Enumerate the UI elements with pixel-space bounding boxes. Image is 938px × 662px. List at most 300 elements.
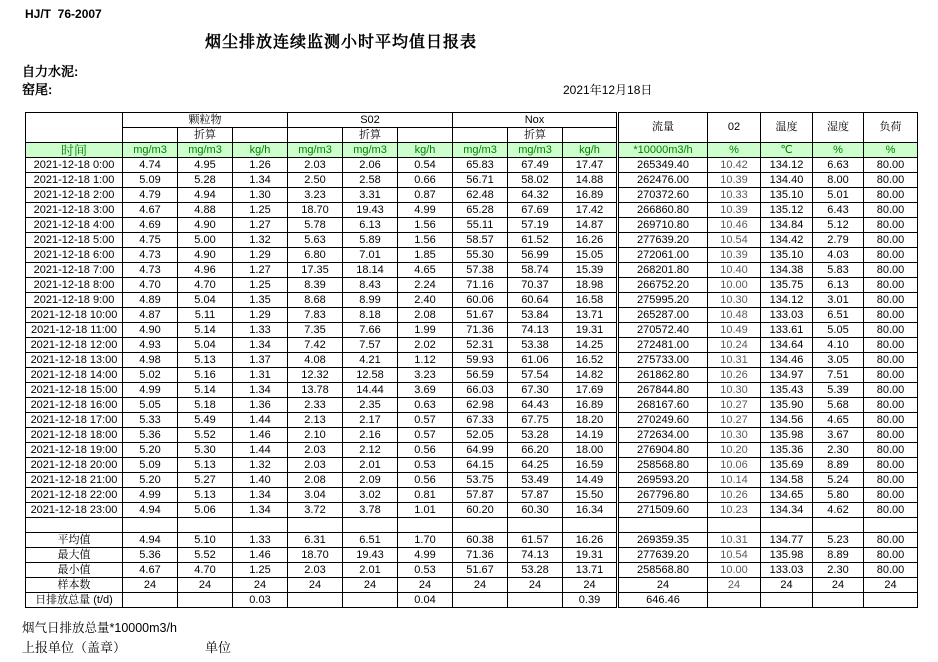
value-cell: 3.69 — [398, 383, 453, 398]
time-cell: 2021-12-18 22:00 — [26, 488, 123, 503]
value-cell: 15.39 — [563, 263, 618, 278]
value-cell: 4.10 — [813, 338, 864, 353]
summary-value-cell: 8.89 — [813, 548, 864, 563]
unit-header: kg/h — [233, 143, 288, 158]
empty-cell — [398, 518, 453, 533]
value-cell: 1.34 — [233, 338, 288, 353]
value-cell: 135.90 — [761, 398, 813, 413]
value-cell: 134.12 — [761, 158, 813, 173]
value-cell: 268167.60 — [618, 398, 708, 413]
value-cell: 56.99 — [508, 248, 563, 263]
value-cell: 18.20 — [563, 413, 618, 428]
value-cell: 0.57 — [398, 413, 453, 428]
value-cell: 5.78 — [288, 218, 343, 233]
summary-value-cell: 24 — [343, 578, 398, 593]
value-cell: 5.00 — [178, 233, 233, 248]
unit-header: mg/m3 — [123, 143, 178, 158]
value-cell: 270372.60 — [618, 188, 708, 203]
value-cell: 80.00 — [864, 233, 918, 248]
table-row — [26, 293, 918, 308]
value-cell: 59.93 — [453, 353, 508, 368]
time-cell: 2021-12-18 21:00 — [26, 473, 123, 488]
value-cell: 70.37 — [508, 278, 563, 293]
summary-value-cell — [864, 593, 918, 608]
value-cell: 64.15 — [453, 458, 508, 473]
value-cell: 5.36 — [123, 428, 178, 443]
value-cell: 66.03 — [453, 383, 508, 398]
value-cell: 16.58 — [563, 293, 618, 308]
time-cell: 2021-12-18 4:00 — [26, 218, 123, 233]
value-cell: 80.00 — [864, 173, 918, 188]
unit-header: mg/m3 — [343, 143, 398, 158]
table-row — [26, 368, 918, 383]
summary-value-cell: 80.00 — [864, 533, 918, 548]
summary-label-cell: 日排放总量 (t/d) — [26, 593, 123, 608]
value-cell: 4.90 — [178, 218, 233, 233]
summary-row — [26, 593, 918, 608]
empty-cell — [708, 518, 761, 533]
summary-row — [26, 548, 918, 563]
summary-value-cell: 24 — [453, 578, 508, 593]
value-cell: 135.69 — [761, 458, 813, 473]
value-cell: 5.04 — [178, 338, 233, 353]
summary-value-cell — [453, 593, 508, 608]
value-cell: 1.36 — [233, 398, 288, 413]
value-cell: 17.69 — [563, 383, 618, 398]
value-cell: 2.50 — [288, 173, 343, 188]
value-cell: 80.00 — [864, 263, 918, 278]
unit-header: mg/m3 — [288, 143, 343, 158]
value-cell: 5.06 — [178, 503, 233, 518]
value-cell: 134.56 — [761, 413, 813, 428]
value-cell: 135.98 — [761, 428, 813, 443]
value-cell: 67.69 — [508, 203, 563, 218]
summary-value-cell: 0.39 — [563, 593, 618, 608]
subheader-converted: 折算 — [508, 128, 563, 143]
value-cell: 16.89 — [563, 398, 618, 413]
value-cell: 262476.00 — [618, 173, 708, 188]
value-cell: 5.49 — [178, 413, 233, 428]
unit-header: % — [864, 143, 918, 158]
empty-cell — [508, 518, 563, 533]
value-cell: 7.66 — [343, 323, 398, 338]
value-cell: 14.49 — [563, 473, 618, 488]
summary-value-cell — [813, 593, 864, 608]
value-cell: 5.68 — [813, 398, 864, 413]
value-cell: 64.25 — [508, 458, 563, 473]
summary-value-cell: 24 — [178, 578, 233, 593]
unit-header: mg/m3 — [508, 143, 563, 158]
summary-value-cell: 0.53 — [398, 563, 453, 578]
summary-value-cell: 19.31 — [563, 548, 618, 563]
value-cell: 19.43 — [343, 203, 398, 218]
value-cell: 134.84 — [761, 218, 813, 233]
column-header: 负荷 — [864, 113, 918, 143]
summary-value-cell: 24 — [398, 578, 453, 593]
value-cell: 265287.00 — [618, 308, 708, 323]
value-cell: 55.11 — [453, 218, 508, 233]
summary-value-cell: 53.28 — [508, 563, 563, 578]
value-cell: 60.06 — [453, 293, 508, 308]
summary-value-cell: 24 — [761, 578, 813, 593]
empty-cell — [761, 518, 813, 533]
table-row — [26, 158, 918, 173]
value-cell: 10.26 — [708, 488, 761, 503]
summary-row — [26, 578, 918, 593]
value-cell: 4.96 — [178, 263, 233, 278]
value-cell: 16.52 — [563, 353, 618, 368]
unit-header: mg/m3 — [453, 143, 508, 158]
value-cell: 10.40 — [708, 263, 761, 278]
value-cell: 269710.80 — [618, 218, 708, 233]
summary-value-cell — [288, 593, 343, 608]
value-cell: 4.70 — [123, 278, 178, 293]
summary-value-cell: 4.70 — [178, 563, 233, 578]
value-cell: 8.89 — [813, 458, 864, 473]
value-cell: 1.44 — [233, 443, 288, 458]
value-cell: 64.32 — [508, 188, 563, 203]
group-header: S02 — [288, 113, 453, 128]
value-cell: 64.43 — [508, 398, 563, 413]
value-cell: 4.74 — [123, 158, 178, 173]
value-cell: 134.64 — [761, 338, 813, 353]
value-cell: 133.61 — [761, 323, 813, 338]
table-row — [26, 413, 918, 428]
value-cell: 1.34 — [233, 383, 288, 398]
value-cell: 16.59 — [563, 458, 618, 473]
column-header: 02 — [708, 113, 761, 143]
value-cell: 135.10 — [761, 188, 813, 203]
value-cell: 2.09 — [343, 473, 398, 488]
subheader-converted — [233, 128, 288, 143]
empty-cell — [178, 518, 233, 533]
table-row — [26, 173, 918, 188]
value-cell: 1.31 — [233, 368, 288, 383]
value-cell: 57.19 — [508, 218, 563, 233]
unit-header: mg/m3 — [178, 143, 233, 158]
summary-value-cell: 60.38 — [453, 533, 508, 548]
value-cell: 4.95 — [178, 158, 233, 173]
summary-value-cell: 10.00 — [708, 563, 761, 578]
value-cell: 7.01 — [343, 248, 398, 263]
summary-label-cell: 样本数 — [26, 578, 123, 593]
value-cell: 1.34 — [233, 503, 288, 518]
footer-unit-label: 单位 — [205, 640, 232, 655]
value-cell: 4.73 — [123, 263, 178, 278]
time-cell: 2021-12-18 10:00 — [26, 308, 123, 323]
time-cell: 2021-12-18 20:00 — [26, 458, 123, 473]
subheader-converted — [288, 128, 343, 143]
value-cell: 2.24 — [398, 278, 453, 293]
value-cell: 2.30 — [813, 443, 864, 458]
value-cell: 10.20 — [708, 443, 761, 458]
summary-value-cell: 2.01 — [343, 563, 398, 578]
value-cell: 1.29 — [233, 308, 288, 323]
value-cell: 57.87 — [508, 488, 563, 503]
value-cell: 270572.40 — [618, 323, 708, 338]
value-cell: 135.43 — [761, 383, 813, 398]
value-cell: 2.12 — [343, 443, 398, 458]
value-cell: 14.44 — [343, 383, 398, 398]
value-cell: 1.32 — [233, 233, 288, 248]
value-cell: 134.65 — [761, 488, 813, 503]
value-cell: 272061.00 — [618, 248, 708, 263]
value-cell: 57.38 — [453, 263, 508, 278]
value-cell: 0.87 — [398, 188, 453, 203]
summary-value-cell: 24 — [813, 578, 864, 593]
value-cell: 5.14 — [178, 323, 233, 338]
value-cell: 1.12 — [398, 353, 453, 368]
value-cell: 5.33 — [123, 413, 178, 428]
value-cell: 265349.40 — [618, 158, 708, 173]
value-cell: 133.03 — [761, 308, 813, 323]
value-cell: 3.23 — [398, 368, 453, 383]
value-cell: 10.27 — [708, 398, 761, 413]
value-cell: 5.30 — [178, 443, 233, 458]
summary-value-cell: 4.67 — [123, 563, 178, 578]
value-cell: 55.30 — [453, 248, 508, 263]
value-cell: 5.13 — [178, 353, 233, 368]
summary-value-cell: 4.99 — [398, 548, 453, 563]
value-cell: 10.39 — [708, 173, 761, 188]
table-row — [26, 458, 918, 473]
value-cell: 14.88 — [563, 173, 618, 188]
summary-value-cell: 1.46 — [233, 548, 288, 563]
value-cell: 80.00 — [864, 428, 918, 443]
value-cell: 15.50 — [563, 488, 618, 503]
table-row — [26, 263, 918, 278]
value-cell: 3.67 — [813, 428, 864, 443]
value-cell: 14.87 — [563, 218, 618, 233]
value-cell: 61.06 — [508, 353, 563, 368]
value-cell: 1.56 — [398, 218, 453, 233]
summary-value-cell — [708, 593, 761, 608]
value-cell: 4.79 — [123, 188, 178, 203]
summary-value-cell: 16.26 — [563, 533, 618, 548]
value-cell: 1.01 — [398, 503, 453, 518]
summary-value-cell: 134.77 — [761, 533, 813, 548]
value-cell: 270249.60 — [618, 413, 708, 428]
value-cell: 3.78 — [343, 503, 398, 518]
time-col-blank — [26, 113, 123, 143]
header-row-groups — [26, 113, 918, 128]
value-cell: 18.00 — [563, 443, 618, 458]
value-cell: 16.89 — [563, 188, 618, 203]
subheader-converted — [453, 128, 508, 143]
value-cell: 52.05 — [453, 428, 508, 443]
value-cell: 1.35 — [233, 293, 288, 308]
time-cell: 2021-12-18 5:00 — [26, 233, 123, 248]
value-cell: 18.70 — [288, 203, 343, 218]
summary-value-cell: 5.52 — [178, 548, 233, 563]
value-cell: 5.39 — [813, 383, 864, 398]
summary-value-cell: 269359.35 — [618, 533, 708, 548]
time-cell: 2021-12-18 0:00 — [26, 158, 123, 173]
subheader-converted: 折算 — [343, 128, 398, 143]
table-row — [26, 248, 918, 263]
value-cell: 2.17 — [343, 413, 398, 428]
value-cell: 10.06 — [708, 458, 761, 473]
summary-value-cell: 2.30 — [813, 563, 864, 578]
summary-label-cell: 平均值 — [26, 533, 123, 548]
value-cell: 4.90 — [123, 323, 178, 338]
time-cell: 2021-12-18 9:00 — [26, 293, 123, 308]
summary-value-cell: 18.70 — [288, 548, 343, 563]
value-cell: 7.51 — [813, 368, 864, 383]
value-cell: 1.32 — [233, 458, 288, 473]
value-cell: 4.88 — [178, 203, 233, 218]
table-row — [26, 308, 918, 323]
value-cell: 1.29 — [233, 248, 288, 263]
value-cell: 8.18 — [343, 308, 398, 323]
value-cell: 276904.80 — [618, 443, 708, 458]
summary-value-cell: 24 — [288, 578, 343, 593]
value-cell: 80.00 — [864, 308, 918, 323]
value-cell: 134.46 — [761, 353, 813, 368]
value-cell: 17.42 — [563, 203, 618, 218]
summary-value-cell: 5.36 — [123, 548, 178, 563]
footer-report-unit-label: 上报单位（盖章） — [22, 640, 127, 655]
value-cell: 266860.80 — [618, 203, 708, 218]
value-cell: 17.47 — [563, 158, 618, 173]
value-cell: 2.03 — [288, 158, 343, 173]
table-row — [26, 353, 918, 368]
unit-header: kg/h — [398, 143, 453, 158]
value-cell: 80.00 — [864, 458, 918, 473]
column-header: 湿度 — [813, 113, 864, 143]
value-cell: 0.57 — [398, 428, 453, 443]
report-table — [25, 112, 918, 608]
value-cell: 3.31 — [343, 188, 398, 203]
summary-value-cell: 80.00 — [864, 548, 918, 563]
value-cell: 67.49 — [508, 158, 563, 173]
value-cell: 12.58 — [343, 368, 398, 383]
value-cell: 3.01 — [813, 293, 864, 308]
value-cell: 18.14 — [343, 263, 398, 278]
time-cell: 2021-12-18 8:00 — [26, 278, 123, 293]
value-cell: 0.53 — [398, 458, 453, 473]
value-cell: 14.19 — [563, 428, 618, 443]
value-cell: 5.04 — [178, 293, 233, 308]
unit-header: % — [708, 143, 761, 158]
value-cell: 80.00 — [864, 383, 918, 398]
time-cell: 2021-12-18 12:00 — [26, 338, 123, 353]
value-cell: 74.13 — [508, 323, 563, 338]
unit-header: kg/h — [563, 143, 618, 158]
summary-value-cell — [761, 593, 813, 608]
summary-value-cell: 1.33 — [233, 533, 288, 548]
value-cell: 10.33 — [708, 188, 761, 203]
value-cell: 0.56 — [398, 473, 453, 488]
value-cell: 80.00 — [864, 338, 918, 353]
value-cell: 135.36 — [761, 443, 813, 458]
value-cell: 60.20 — [453, 503, 508, 518]
value-cell: 53.28 — [508, 428, 563, 443]
value-cell: 1.37 — [233, 353, 288, 368]
value-cell: 1.27 — [233, 218, 288, 233]
value-cell: 3.05 — [813, 353, 864, 368]
value-cell: 5.11 — [178, 308, 233, 323]
unit-header: % — [813, 143, 864, 158]
value-cell: 4.75 — [123, 233, 178, 248]
summary-value-cell: 2.03 — [288, 563, 343, 578]
value-cell: 1.25 — [233, 203, 288, 218]
value-cell: 4.03 — [813, 248, 864, 263]
value-cell: 58.74 — [508, 263, 563, 278]
value-cell: 134.38 — [761, 263, 813, 278]
value-cell: 2.03 — [288, 443, 343, 458]
empty-cell — [864, 518, 918, 533]
value-cell: 134.40 — [761, 173, 813, 188]
value-cell: 62.48 — [453, 188, 508, 203]
value-cell: 1.44 — [233, 413, 288, 428]
empty-cell — [813, 518, 864, 533]
time-cell: 2021-12-18 11:00 — [26, 323, 123, 338]
value-cell: 5.13 — [178, 488, 233, 503]
value-cell: 135.10 — [761, 248, 813, 263]
summary-value-cell: 5.23 — [813, 533, 864, 548]
value-cell: 1.34 — [233, 173, 288, 188]
value-cell: 58.02 — [508, 173, 563, 188]
summary-value-cell: 0.03 — [233, 593, 288, 608]
value-cell: 10.24 — [708, 338, 761, 353]
value-cell: 4.94 — [123, 503, 178, 518]
table-row — [26, 383, 918, 398]
value-cell: 56.71 — [453, 173, 508, 188]
value-cell: 267796.80 — [618, 488, 708, 503]
value-cell: 5.09 — [123, 173, 178, 188]
summary-value-cell: 135.98 — [761, 548, 813, 563]
summary-value-cell: 80.00 — [864, 563, 918, 578]
summary-value-cell: 74.13 — [508, 548, 563, 563]
value-cell: 269593.20 — [618, 473, 708, 488]
value-cell: 4.90 — [178, 248, 233, 263]
summary-label-cell: 最大值 — [26, 548, 123, 563]
value-cell: 275733.00 — [618, 353, 708, 368]
value-cell: 10.27 — [708, 413, 761, 428]
value-cell: 80.00 — [864, 353, 918, 368]
table-row — [26, 443, 918, 458]
value-cell: 80.00 — [864, 323, 918, 338]
value-cell: 4.21 — [343, 353, 398, 368]
value-cell: 80.00 — [864, 218, 918, 233]
value-cell: 60.64 — [508, 293, 563, 308]
value-cell: 2.13 — [288, 413, 343, 428]
value-cell: 277639.20 — [618, 233, 708, 248]
value-cell: 80.00 — [864, 188, 918, 203]
value-cell: 275995.20 — [618, 293, 708, 308]
value-cell: 16.34 — [563, 503, 618, 518]
value-cell: 5.18 — [178, 398, 233, 413]
value-cell: 1.99 — [398, 323, 453, 338]
table-row — [26, 473, 918, 488]
value-cell: 10.39 — [708, 248, 761, 263]
time-header: 时间 — [26, 143, 123, 158]
summary-value-cell: 1.25 — [233, 563, 288, 578]
value-cell: 61.52 — [508, 233, 563, 248]
value-cell: 271509.60 — [618, 503, 708, 518]
table-row — [26, 203, 918, 218]
value-cell: 5.13 — [178, 458, 233, 473]
standard-code: HJ/T 76-2007 — [25, 7, 102, 21]
value-cell: 134.97 — [761, 368, 813, 383]
empty-cell — [563, 518, 618, 533]
value-cell: 10.23 — [708, 503, 761, 518]
value-cell: 7.42 — [288, 338, 343, 353]
value-cell: 57.54 — [508, 368, 563, 383]
value-cell: 4.98 — [123, 353, 178, 368]
empty-cell — [123, 518, 178, 533]
